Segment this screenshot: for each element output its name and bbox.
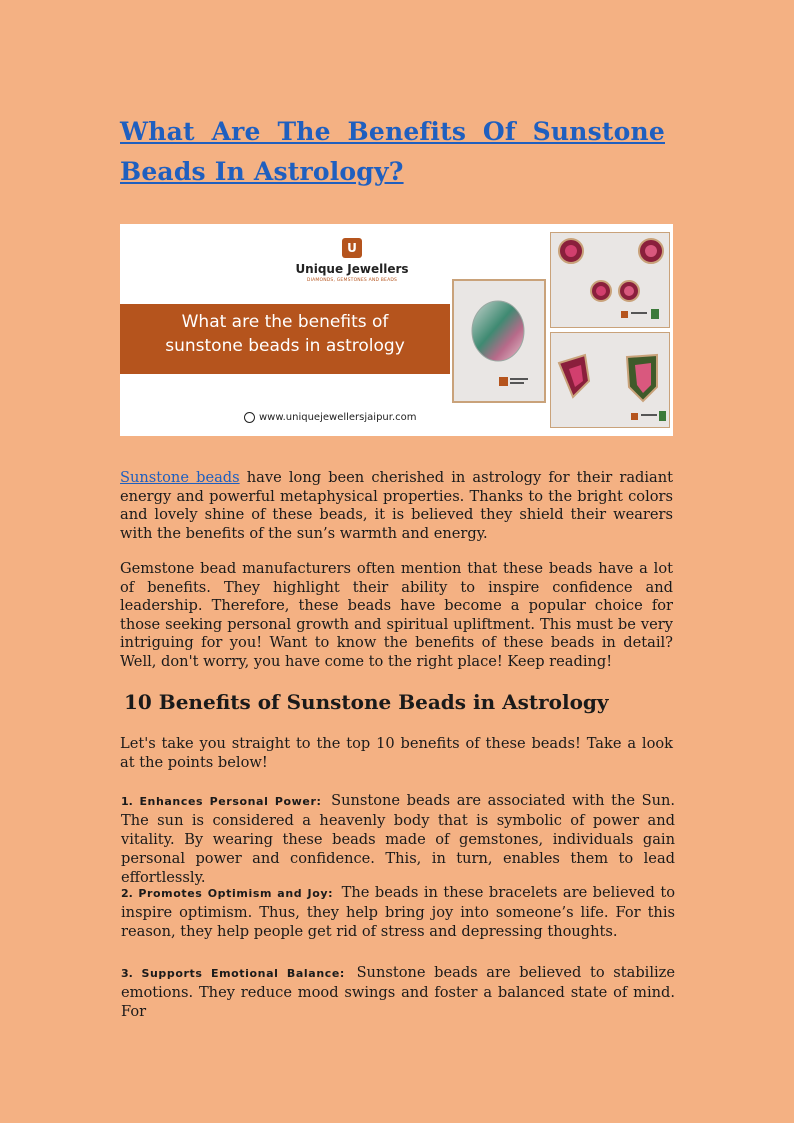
brand-logo-icon: U [342,238,362,258]
bead-photo-pair-top [550,232,670,328]
intro-paragraph [120,469,673,543]
globe-icon [244,412,255,423]
benefit-number: 2. [121,887,133,900]
hero-banner-line-1: What are the benefits of [181,312,389,332]
benefit-label: Enhances Personal Power: [139,795,322,808]
sunstone-beads-link[interactable]: Sunstone beads [120,469,240,486]
oval-bead-icon [454,281,544,401]
website-url: www.uniquejewellersjaipur.com [259,412,417,423]
benefit-item-2 [121,883,675,941]
article-title[interactable] [120,112,665,192]
benefit-number: 1. [121,795,133,808]
benefit-label: Promotes Optimism and Joy: [138,887,334,900]
benefit-item-3 [121,963,675,1021]
title-line-1[interactable]: What Are The Benefits Of Sunstone [120,117,665,146]
benefit-text: The beads in these bracelets are believed to inspire optimism. Thus, they help bring joy into someone’s life. For this reason, they help people get rid of stress and depressing thoughts. [121,884,675,940]
bead-photo-oval [452,279,546,403]
bead-photo-pair-bottom [550,332,670,428]
brand-name: Unique Jewellers [295,262,409,276]
benefit-text: Sunstone beads are associated with the Sun. The sun is considered a heavenly body that is symbolic of power and vitality. By wearing these beads made of gemstones, individuals gain personal power and confidence. This, in turn, enables them to lead effortlessly. [121,792,676,886]
hero-banner-text [120,310,450,358]
brand-tagline: DIAMONDS, GEMSTONES AND BEADS [306,278,398,283]
tourmaline-slices-icon [551,233,669,327]
benefit-label: Supports Emotional Balance: [141,967,345,980]
benefit-item-1 [121,791,675,887]
intro-text: have long been cherished in astrology for their radiant energy and powerful metaphysical properties. Thanks to the bright colors and lovely shine of these beads, it is believed they shield their wearers with the benefits of the sun’s warmth and energy. [120,469,673,542]
website-row [244,412,464,423]
section-intro: Let's take you straight to the top 10 benefits of these beads! Take a look at the points below! [120,735,673,771]
hero-image [120,224,673,436]
hero-banner-line-2: sunstone beads in astrology [165,336,405,356]
benefit-text: Sunstone beads are believed to stabilize emotions. They reduce mood swings and foster a balanced state of mind. For [121,964,675,1020]
title-line-2[interactable]: Beads In Astrology? [120,157,404,186]
section-heading: 10 Benefits of Sunstone Beads in Astrology [124,690,609,714]
benefit-number: 3. [121,967,133,980]
tourmaline-shield-icon [551,333,669,427]
paragraph-manufacturers: Gemstone bead manufacturers often mention that these beads have a lot of benefits. They highlight their ability to inspire confidence and leadership. Therefore, these beads have become a popular choice for those seeking personal growth and spiritual upliftment. This must be very intriguing for you! Want to know the benefits of these beads in detail? Well, don't worry, you have come to the right place! Keep reading! [120,560,673,670]
